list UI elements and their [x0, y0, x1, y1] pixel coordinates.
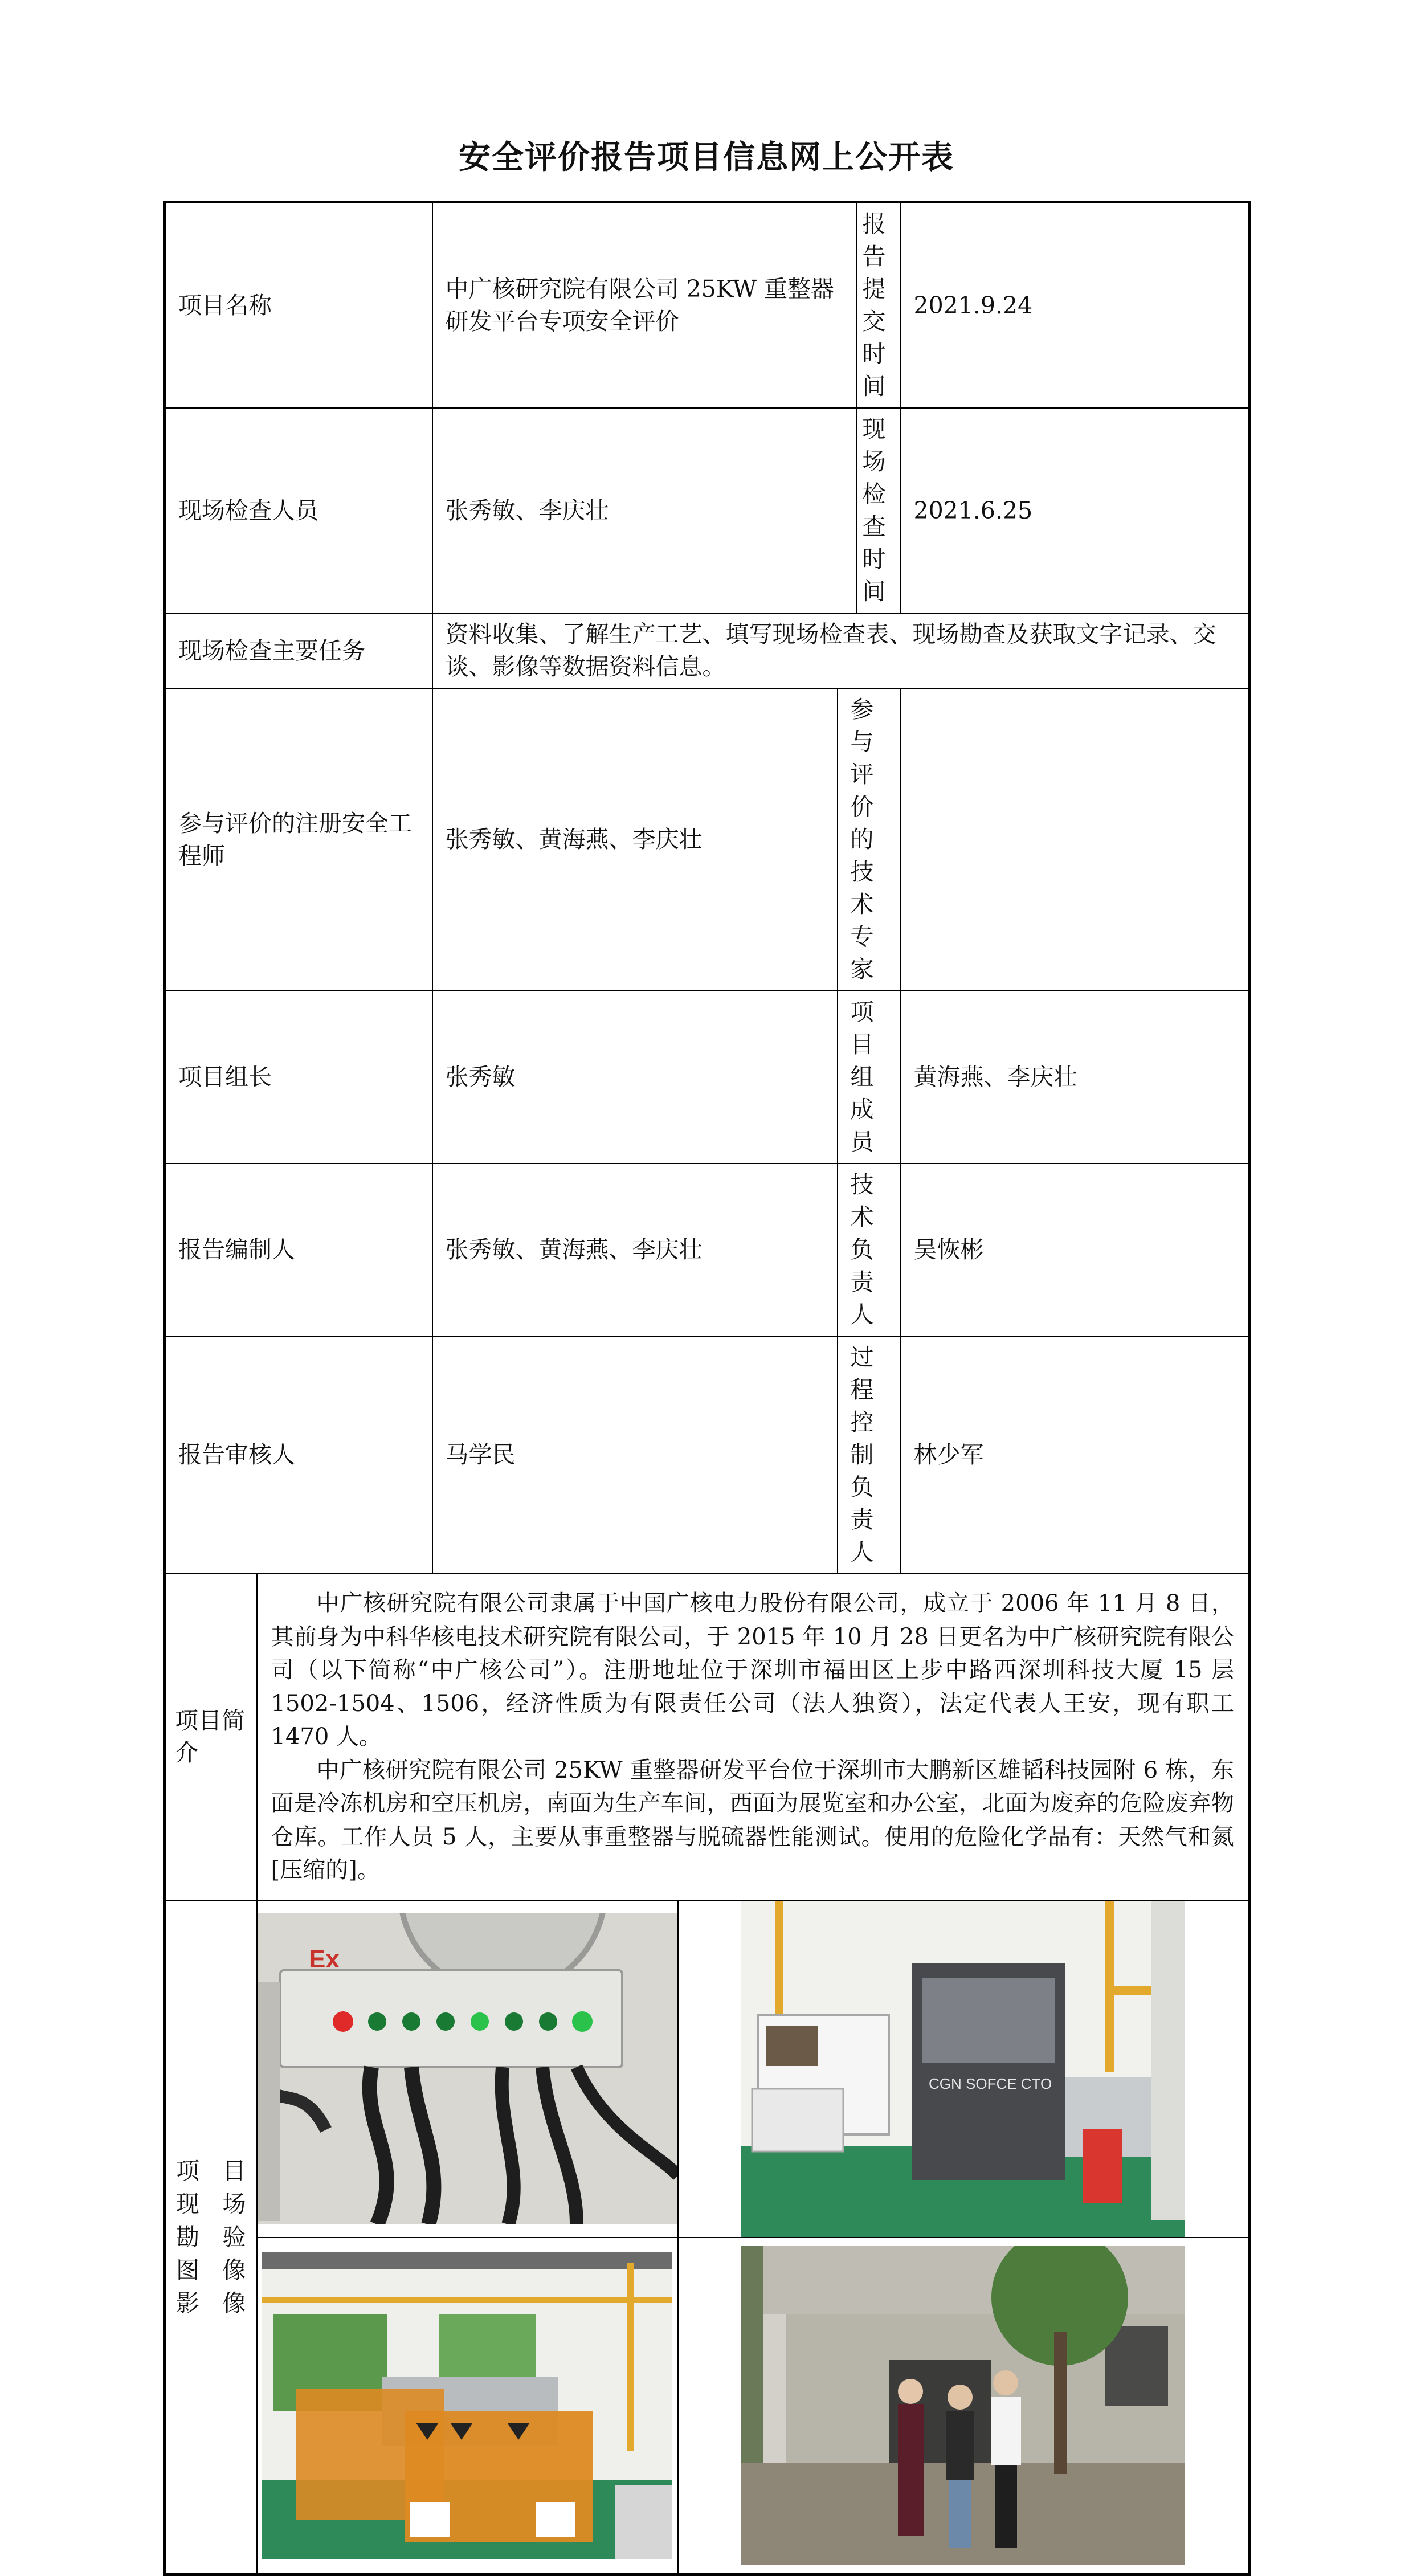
engineers-value: 张秀敏、黄海燕、李庆壮 — [432, 688, 838, 991]
tech-lead-label: 技术负责人 — [838, 1164, 901, 1336]
engineers-label: 参与评价的注册安全工程师 — [165, 688, 432, 991]
members-value: 黄海燕、李庆壮 — [901, 991, 1249, 1164]
table-row — [165, 408, 1249, 613]
compiler-value: 张秀敏、黄海燕、李庆壮 — [432, 1164, 838, 1336]
table-row — [165, 991, 1249, 1164]
photo-control-panel — [258, 1913, 678, 2224]
photo-cell — [678, 2238, 1249, 2575]
photos-label: 项目现场勘验图像影像 — [165, 1900, 257, 2575]
intro-paragraph: 中广核研究院有限公司 25KW 重整器研发平台位于深圳市大鹏新区雄韬科技园附 6 栋，东面是冷冻机房和空压机房，南面为生产车间，西面为展览室和办公室，北面为废弃的危险废弃物仓库。工作人员 5 人，主要从事重整器与脱硫器性能测试。使用的危险化学品有：天然气和氮[压缩的]。 — [271, 1757, 1234, 1883]
inspection-time-value: 2021.6.25 — [901, 408, 1249, 613]
table-row — [165, 1574, 1249, 1900]
main-tasks-label: 现场检查主要任务 — [165, 613, 432, 688]
equipment-brand-label: CGN SOFCE CTO — [929, 2075, 1052, 2092]
project-name-label: 项目名称 — [165, 202, 432, 409]
main-tasks-value: 资料收集、了解生产工艺、填写现场检查表、现场勘查及获取文字记录、交谈、影像等数据资料信息。 — [432, 613, 1249, 688]
photo-barrier-area — [262, 2252, 672, 2559]
photo-cell — [678, 1900, 1249, 2238]
page-title: 安全评价报告项目信息网上公开表 — [459, 139, 954, 176]
tech-lead-value: 吴恢彬 — [901, 1164, 1249, 1336]
leader-label: 项目组长 — [165, 991, 432, 1164]
photo-cell — [257, 1900, 678, 2238]
intro-text — [257, 1574, 1249, 1900]
table-row — [165, 688, 1249, 991]
inspectors-value: 张秀敏、李庆壮 — [432, 408, 856, 613]
ex-label: Ex — [308, 1945, 340, 1973]
info-table — [163, 201, 1251, 2576]
table-row — [165, 1164, 1249, 1336]
table-row — [165, 1900, 1249, 2238]
process-control-label: 过程控制负责人 — [838, 1336, 901, 1574]
project-name-value: 中广核研究院有限公司 25KW 重整器研发平台专项安全评价 — [432, 202, 856, 409]
table-row — [165, 2238, 1249, 2575]
members-label: 项目组成员 — [838, 991, 901, 1164]
submit-time-label: 报告提交时间 — [856, 202, 901, 409]
leader-value: 张秀敏 — [432, 991, 838, 1164]
photo-site-personnel — [741, 2246, 1185, 2565]
photo-test-equipment — [741, 1901, 1185, 2237]
table-row — [165, 613, 1249, 688]
compiler-label: 报告编制人 — [165, 1164, 432, 1336]
photo-cell — [257, 2238, 678, 2575]
process-control-value: 林少军 — [901, 1336, 1249, 1574]
reviewer-label: 报告审核人 — [165, 1336, 432, 1574]
experts-label: 参与评价的技术专家 — [838, 688, 901, 991]
inspectors-label: 现场检查人员 — [165, 408, 432, 613]
inspection-time-label: 现场检查时间 — [856, 408, 901, 613]
intro-paragraph: 中广核研究院有限公司隶属于中国广核电力股份有限公司，成立于 2006 年 11 月 8 日，其前身为中科华核电技术研究院有限公司，于 2015 年 10 月 28 日更名为中广核研究院有限公司（以下简称“中广核公司”）。注册地址位于深圳市福田区上步中路西深圳科技大厦 15 层 1502-1504、1506，经济性质为有限责任公司（法人独资），法定代表人王安，现有职工 1470 人。 — [271, 1590, 1234, 1750]
table-row — [165, 1336, 1249, 1574]
reviewer-value: 马学民 — [432, 1336, 838, 1574]
submit-time-value: 2021.9.24 — [901, 202, 1249, 409]
intro-label: 项目简介 — [165, 1574, 257, 1900]
experts-value — [901, 688, 1249, 991]
table-row — [165, 202, 1249, 409]
